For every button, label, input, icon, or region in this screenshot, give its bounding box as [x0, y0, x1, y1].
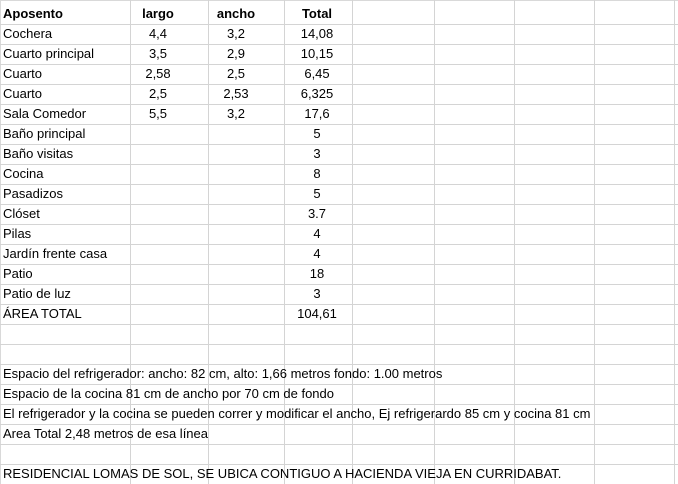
header-aposento[interactable]: Aposento — [3, 6, 63, 21]
cell-aposento[interactable]: Baño visitas — [3, 146, 74, 161]
cell-largo[interactable]: 4,4 — [148, 26, 168, 41]
cell-aposento[interactable]: Clóset — [3, 206, 40, 221]
cell-total[interactable]: 3 — [313, 286, 321, 301]
cell-aposento[interactable]: Pasadizos — [3, 186, 63, 201]
header-total[interactable]: Total — [301, 6, 333, 21]
cell-total[interactable]: 18 — [309, 266, 325, 281]
cell-aposento[interactable]: Jardín frente casa — [3, 246, 108, 261]
cell-total[interactable]: 5 — [313, 186, 321, 201]
cell-aposento[interactable]: Cuarto — [3, 86, 43, 101]
cell-largo[interactable]: 3,5 — [148, 46, 168, 61]
cell-total[interactable]: 17,6 — [304, 106, 330, 121]
cell-total[interactable]: 4 — [313, 246, 321, 261]
cell-total[interactable]: 4 — [313, 226, 321, 241]
cell-total[interactable]: 3 — [313, 146, 321, 161]
cell-aposento[interactable]: Patio — [3, 266, 33, 281]
cell-total[interactable]: 10,15 — [300, 46, 334, 61]
cell-aposento[interactable]: Sala Comedor — [3, 106, 87, 121]
cell-ancho[interactable]: 2,9 — [226, 46, 246, 61]
cell-aposento[interactable]: Cuarto principal — [3, 46, 95, 61]
cell-ancho[interactable]: 3,2 — [226, 106, 246, 121]
note-refrigerador[interactable]: Espacio del refrigerador: ancho: 82 cm, alto: 1,66 metros fondo: 1.00 metros — [3, 366, 443, 381]
cell-total[interactable]: 6,325 — [300, 86, 334, 101]
cell-aposento[interactable]: Cocina — [3, 166, 44, 181]
cell-ancho[interactable]: 2,53 — [223, 86, 249, 101]
cell-total[interactable]: 8 — [313, 166, 321, 181]
gridline-vertical — [594, 0, 595, 484]
note-area[interactable]: Area Total 2,48 metros de esa línea — [3, 426, 208, 441]
cell-largo[interactable]: 2,5 — [148, 86, 168, 101]
note-residencial[interactable]: RESIDENCIAL LOMAS DE SOL, SE UBICA CONTIGUO A HACIENDA VIEJA EN CURRIDABAT. — [3, 466, 562, 481]
header-largo[interactable]: largo — [142, 6, 174, 21]
cell-total[interactable]: 3.7 — [307, 206, 327, 221]
note-correr[interactable]: El refrigerador y la cocina se pueden correr y modificar el ancho, Ej refrigerardo 85 cm y cocina 81 cm — [3, 406, 591, 421]
cell-ancho[interactable]: 2,5 — [226, 66, 246, 81]
cell-aposento[interactable]: Cochera — [3, 26, 53, 41]
cell-total[interactable]: 5 — [313, 126, 321, 141]
cell-area-total-label[interactable]: ÁREA TOTAL — [3, 306, 82, 321]
cell-total[interactable]: 14,08 — [300, 26, 334, 41]
gridline-horizontal — [0, 324, 678, 325]
cell-ancho[interactable]: 3,2 — [226, 26, 246, 41]
cell-largo[interactable]: 2,58 — [145, 66, 171, 81]
cell-aposento[interactable]: Cuarto — [3, 66, 43, 81]
cell-largo[interactable]: 5,5 — [148, 106, 168, 121]
cell-aposento[interactable]: Patio de luz — [3, 286, 71, 301]
header-ancho[interactable]: ancho — [216, 6, 256, 21]
gridline-vertical — [674, 0, 675, 484]
cell-area-total-value[interactable]: 104,61 — [297, 306, 337, 321]
cell-aposento[interactable]: Pilas — [3, 226, 32, 241]
gridline-horizontal — [0, 444, 678, 445]
cell-total[interactable]: 6,45 — [304, 66, 330, 81]
cell-aposento[interactable]: Baño principal — [3, 126, 86, 141]
note-cocina[interactable]: Espacio de la cocina 81 cm de ancho por 70 cm de fondo — [3, 386, 334, 401]
gridline-horizontal — [0, 344, 678, 345]
